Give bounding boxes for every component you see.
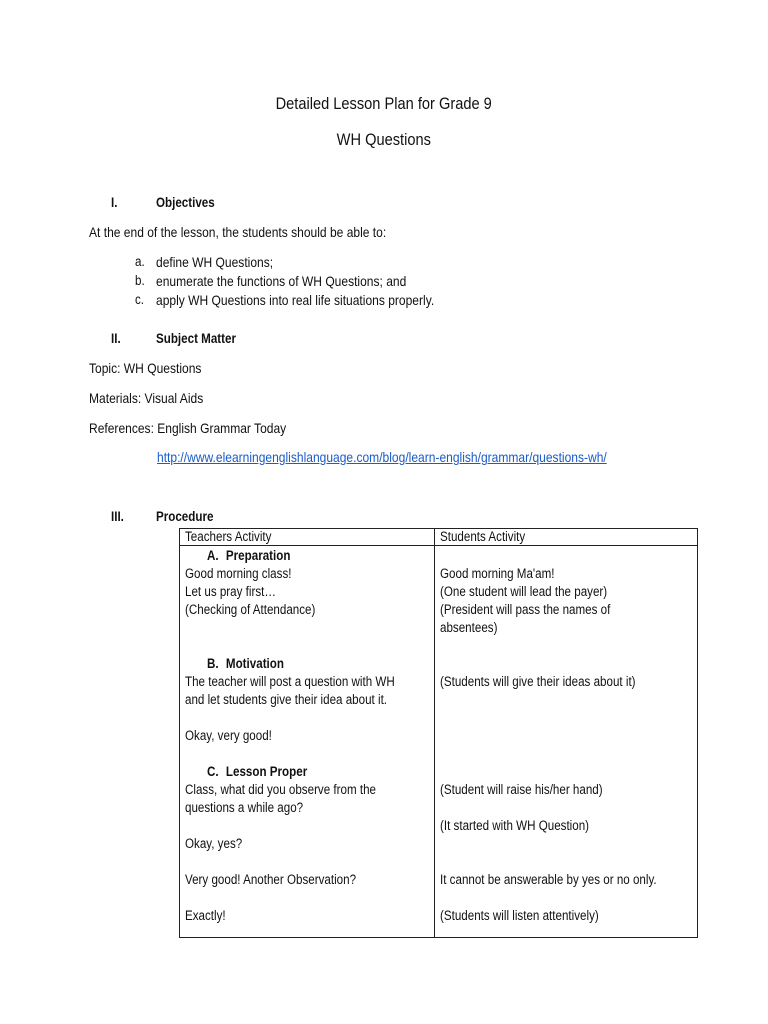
- spacer: [440, 799, 692, 817]
- subheading-letter: B.: [207, 656, 219, 671]
- reference-link[interactable]: http://www.elearningenglishlanguage.com/blog/learn-english/grammar/questions-wh/: [157, 449, 607, 465]
- objective-marker: b.: [135, 273, 145, 288]
- student-line: (Student will raise his/her hand): [439, 782, 603, 797]
- spacer: [185, 709, 429, 727]
- objectives-intro: At the end of the lesson, the students should be able to:: [89, 224, 387, 240]
- teacher-line: Class, what did you observe from the: [185, 782, 377, 797]
- teacher-line: questions a while ago?: [185, 800, 304, 815]
- student-line: (It started with WH Question): [439, 818, 589, 833]
- subheading-text: Motivation: [225, 656, 284, 671]
- spacer: [185, 889, 429, 907]
- spacer: [185, 637, 429, 655]
- subheading-letter: A.: [207, 548, 219, 563]
- activity-subheading: [185, 655, 429, 673]
- section-number-procedure: III.: [111, 509, 124, 524]
- student-activity-cell: [434, 546, 697, 938]
- teacher-line: Okay, very good!: [185, 728, 272, 743]
- subheading-text: Preparation: [225, 548, 291, 563]
- student-line: (Students will listen attentively): [439, 908, 599, 923]
- column-header-teacher: Teachers Activity: [180, 529, 435, 546]
- teacher-line: The teacher will post a question with WH: [185, 674, 395, 689]
- student-line: It cannot be answerable by yes or no only.: [439, 872, 657, 887]
- student-line: (Students will give their ideas about it): [439, 674, 636, 689]
- objective-item: define WH Questions;: [156, 254, 274, 270]
- teacher-line: Let us pray first…: [185, 584, 276, 599]
- objective-marker: c.: [135, 292, 145, 307]
- spacer: [185, 853, 429, 871]
- objective-item: enumerate the functions of WH Questions; and: [156, 273, 407, 289]
- objective-marker: a.: [135, 254, 145, 269]
- materials-line: Materials: Visual Aids: [89, 390, 204, 406]
- procedure-table: [179, 528, 698, 938]
- spacer: [185, 745, 429, 763]
- spacer: [440, 727, 692, 745]
- teacher-line: Very good! Another Observation?: [185, 872, 357, 887]
- subheading-text: Lesson Proper: [225, 764, 308, 779]
- student-line: absentees): [439, 620, 498, 635]
- references-line: References: English Grammar Today: [89, 420, 287, 436]
- activity-subheading: [185, 763, 429, 781]
- teacher-line: (Checking of Attendance): [185, 602, 316, 617]
- spacer: [440, 853, 692, 871]
- procedure-table-header-row: [180, 529, 698, 546]
- student-line: (One student will lead the payer): [439, 584, 608, 599]
- student-line: (President will pass the names of: [439, 602, 611, 617]
- column-header-student: Students Activity: [434, 529, 697, 546]
- spacer: [440, 889, 692, 907]
- spacer: [440, 547, 692, 565]
- spacer: [440, 691, 692, 709]
- teacher-activity-cell: [180, 546, 435, 938]
- spacer: [440, 637, 692, 655]
- teacher-line: Good morning class!: [185, 566, 292, 581]
- procedure-table-row: [180, 546, 698, 938]
- spacer: [440, 709, 692, 727]
- spacer: [440, 835, 692, 853]
- topic-line: Topic: WH Questions: [89, 360, 202, 376]
- spacer: [440, 655, 692, 673]
- spacer: [440, 763, 692, 781]
- page-title: Detailed Lesson Plan for Grade 9: [275, 94, 493, 113]
- teacher-line: Exactly!: [185, 908, 226, 923]
- section-heading-procedure: Procedure: [156, 509, 214, 524]
- spacer: [185, 619, 429, 637]
- page-subtitle: WH Questions: [336, 130, 432, 149]
- spacer: [185, 817, 429, 835]
- teacher-line: and let students give their idea about it.: [185, 692, 388, 707]
- activity-subheading: [185, 547, 429, 565]
- teacher-line: Okay, yes?: [185, 836, 243, 851]
- subheading-letter: C.: [207, 764, 219, 779]
- section-number-subject-matter: II.: [111, 331, 121, 346]
- spacer: [440, 745, 692, 763]
- section-heading-subject-matter: Subject Matter: [156, 331, 237, 346]
- objective-item: apply WH Questions into real life situations properly.: [156, 292, 435, 308]
- section-number-objectives: I.: [111, 195, 118, 210]
- section-heading-objectives: Objectives: [156, 195, 215, 210]
- student-line: Good morning Ma'am!: [439, 566, 555, 581]
